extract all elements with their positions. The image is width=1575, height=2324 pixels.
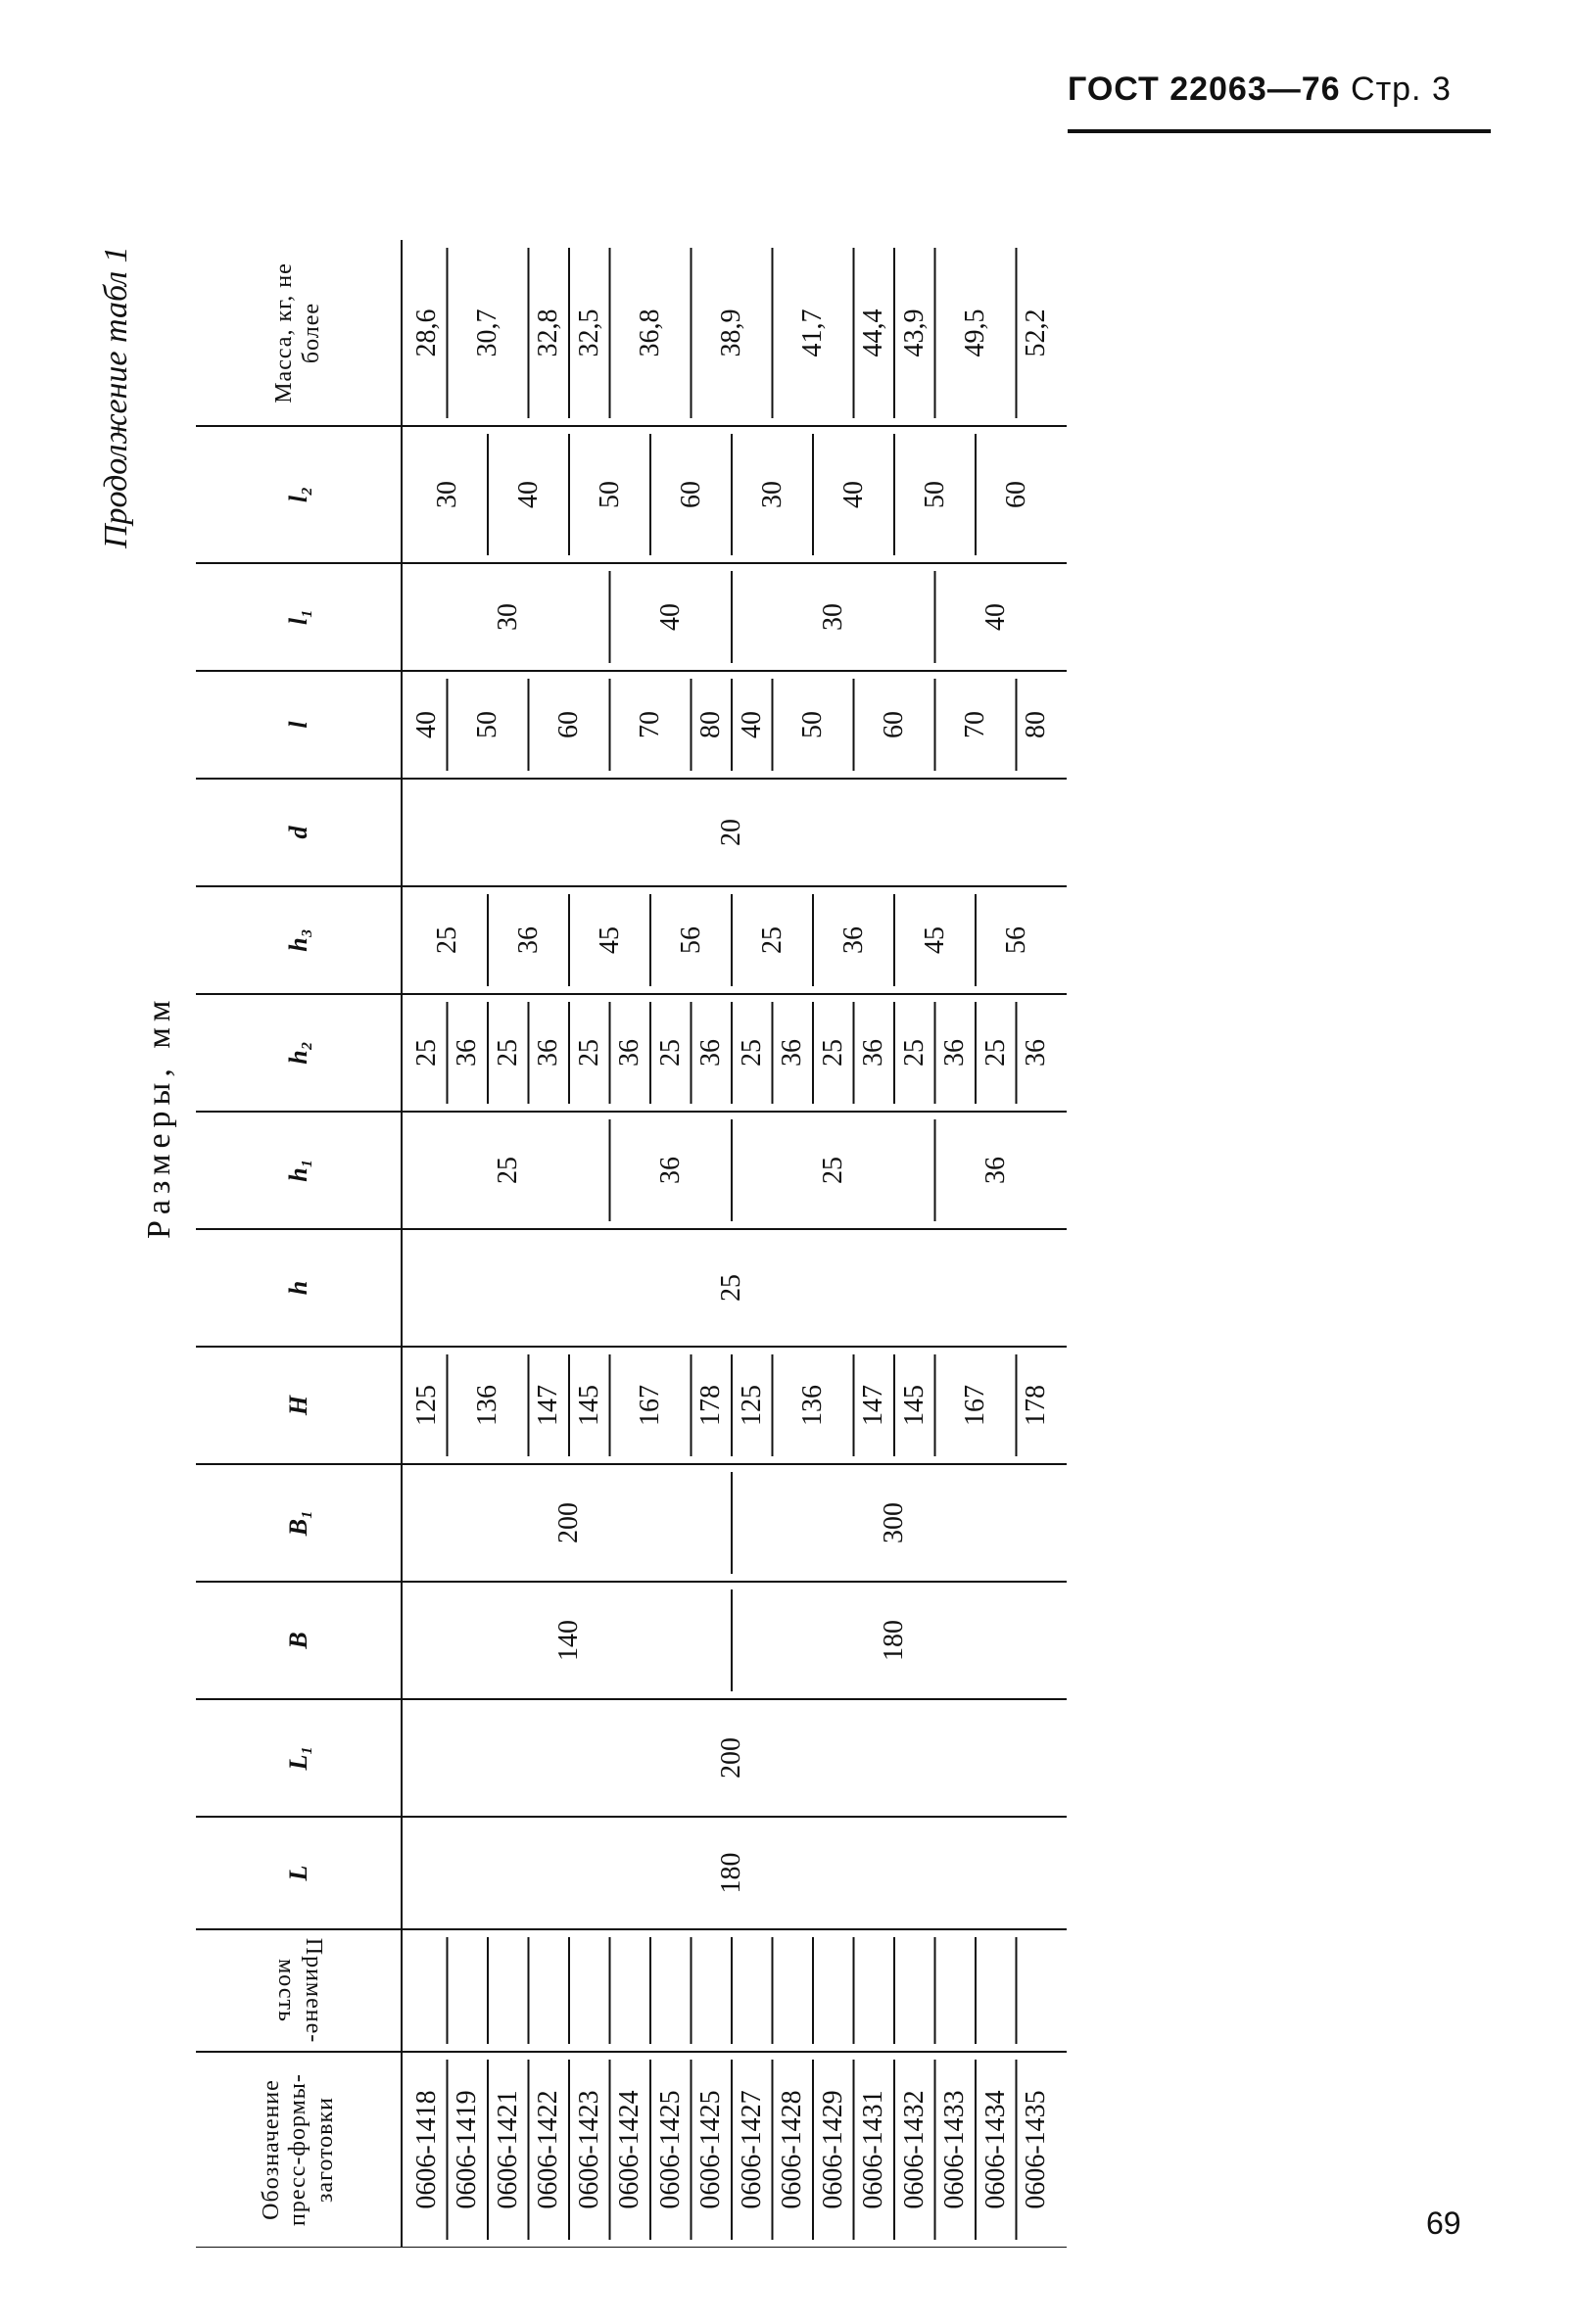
cell-mass: 30,7: [472, 308, 502, 357]
cell-l: 60: [553, 711, 584, 738]
cell-designation: 0606-1429: [817, 2090, 848, 2209]
cell-h1: 25: [817, 1157, 848, 1184]
cell-h3: 36: [837, 926, 869, 954]
cell-h2: 36: [614, 1039, 645, 1067]
cell-h2: 25: [410, 1039, 442, 1067]
cell-designation: 0606-1432: [898, 2090, 930, 2209]
col-header-d: d: [284, 826, 313, 839]
cell-l2: 60: [675, 481, 706, 508]
cell-usage: [610, 1929, 651, 2052]
cell-h: 167: [635, 1385, 665, 1426]
cell-designation: 0606-1435: [1021, 2090, 1052, 2209]
cell-h2: 25: [654, 1039, 686, 1067]
cell-h1: 25: [492, 1157, 523, 1184]
cell-l: 40: [736, 711, 767, 738]
dimensions-caption: Размеры, мм: [141, 994, 177, 1239]
cell-h: 147: [533, 1385, 564, 1426]
col-header-h1: h₁: [284, 1159, 313, 1182]
cell-l: 70: [960, 711, 990, 738]
cell-h1: 36: [654, 1157, 686, 1184]
cell-l2: 50: [594, 481, 625, 508]
cell-h: 167: [960, 1385, 990, 1426]
cell-l: 50: [472, 711, 502, 738]
cell-h: 178: [695, 1385, 727, 1426]
cell-usage: [448, 1929, 489, 2052]
cell-designation: 0606-1418: [410, 2090, 442, 2209]
cell-h3: 56: [1000, 926, 1031, 954]
cell-h2: 25: [898, 1039, 930, 1067]
cell-designation: 0606-1433: [939, 2090, 971, 2209]
cell-h1: 36: [979, 1157, 1011, 1184]
col-header-l: L: [284, 1865, 313, 1881]
cell-h: 25: [716, 1274, 746, 1302]
cell-h2: 36: [695, 1039, 727, 1067]
cell-h: 136: [797, 1385, 828, 1426]
cell-mass: 36,8: [635, 308, 665, 357]
cell-l: 50: [797, 711, 828, 738]
cell-usage: [935, 1929, 977, 2052]
cell-designation: 0606-1425: [695, 2090, 727, 2209]
cell-designation: 0606-1424: [614, 2090, 645, 2209]
cell-l: 80: [1021, 711, 1052, 738]
cell-h2: 25: [573, 1039, 604, 1067]
cell-usage: [529, 1929, 570, 2052]
cell-mass: 49,5: [960, 308, 990, 357]
cell-l1: 40: [654, 603, 686, 631]
cell-h2: 36: [858, 1039, 889, 1067]
cell-h: 145: [898, 1385, 930, 1426]
col-header-h: H: [284, 1395, 313, 1416]
cell-b: 180: [879, 1620, 909, 1661]
cell-b: 140: [553, 1620, 584, 1661]
cell-h: 136: [472, 1385, 502, 1426]
header-rule: [1068, 129, 1491, 133]
cell-h3: 25: [756, 926, 788, 954]
cell-designation: 0606-1425: [654, 2090, 686, 2209]
col-header-h2: h₂: [284, 1041, 313, 1065]
rotated-table-region: [98, 181, 1489, 2248]
cell-usage: [692, 1929, 733, 2052]
cell-usage: [488, 1929, 529, 2052]
cell-usage: [854, 1929, 895, 2052]
col-header-designation: Обозначение пресс-формы-заготовки: [258, 2073, 338, 2226]
cell-b1: 300: [879, 1502, 909, 1543]
cell-l2: 40: [512, 481, 544, 508]
cell-h2: 25: [736, 1039, 767, 1067]
col-header-l2: l₂: [284, 486, 313, 503]
cell-h3: 45: [919, 926, 950, 954]
cell-h2: 36: [939, 1039, 971, 1067]
cell-l2: 30: [756, 481, 788, 508]
cell-l2: 50: [919, 481, 950, 508]
cell-l2: 40: [837, 481, 869, 508]
col-header-h: h: [284, 1280, 313, 1296]
cell-mass: 43,9: [898, 308, 930, 357]
cell-h3: 45: [594, 926, 625, 954]
cell-mass: 28,6: [410, 308, 442, 357]
cell-h2: 36: [452, 1039, 483, 1067]
cell-h3: 56: [675, 926, 706, 954]
cell-usage: [773, 1929, 814, 2052]
col-header-l: l: [284, 721, 313, 729]
cell-mass: 52,2: [1021, 308, 1052, 357]
cell-l1: 30: [817, 603, 848, 631]
cell-l1: 200: [716, 1737, 746, 1779]
cell-l1: 30: [492, 603, 523, 631]
cell-h2: 25: [492, 1039, 523, 1067]
cell-designation: 0606-1419: [452, 2090, 483, 2209]
cell-h3: 36: [512, 926, 544, 954]
cell-designation: 0606-1427: [736, 2090, 767, 2209]
cell-l2: 60: [1000, 481, 1031, 508]
cell-h2: 36: [777, 1039, 808, 1067]
table-continuation-caption: Продолжение табл 1: [98, 246, 134, 548]
cell-usage: [569, 1929, 610, 2052]
cell-l: 80: [695, 711, 727, 738]
cell-h: 147: [858, 1385, 889, 1426]
cell-usage: [1017, 1929, 1058, 2052]
cell-h: 145: [573, 1385, 604, 1426]
cell-h2: 25: [817, 1039, 848, 1067]
col-header-b: B: [284, 1632, 313, 1649]
cell-l1: 40: [979, 603, 1011, 631]
cell-usage: [813, 1929, 854, 2052]
page-label: Стр. 3: [1351, 71, 1452, 108]
cell-l2: 30: [431, 481, 462, 508]
page-header: [1068, 71, 1452, 109]
cell-usage: [406, 1929, 448, 2052]
col-header-l1: l₁: [284, 608, 313, 626]
cell-designation: 0606-1423: [573, 2090, 604, 2209]
cell-mass: 38,9: [716, 308, 746, 357]
cell-l: 40: [410, 711, 442, 738]
cell-d: 20: [716, 819, 746, 846]
col-header-h3: h₃: [284, 928, 313, 952]
cell-designation: 0606-1428: [777, 2090, 808, 2209]
cell-l: 180: [716, 1852, 746, 1894]
cell-designation: 0606-1422: [533, 2090, 564, 2209]
cell-designation: 0606-1431: [858, 2090, 889, 2209]
col-header-b1: B₁: [284, 1509, 313, 1537]
col-header-mass: Масса, кг, не более: [271, 262, 324, 403]
cell-usage: [976, 1929, 1017, 2052]
cell-h2: 36: [1021, 1039, 1052, 1067]
cell-h: 125: [410, 1385, 442, 1426]
cell-mass: 32,5: [573, 308, 604, 357]
col-header-l1: L₁: [284, 1745, 313, 1771]
cell-mass: 41,7: [797, 308, 828, 357]
cell-usage: [732, 1929, 773, 2052]
page-number: 69: [1426, 2205, 1461, 2241]
cell-h: 178: [1021, 1385, 1052, 1426]
cell-h2: 25: [979, 1039, 1011, 1067]
cell-l: 60: [879, 711, 909, 738]
cell-h3: 25: [431, 926, 462, 954]
cell-usage: [894, 1929, 935, 2052]
cell-h2: 36: [533, 1039, 564, 1067]
cell-designation: 0606-1434: [979, 2090, 1011, 2209]
cell-mass: 32,8: [533, 308, 564, 357]
standard-number: ГОСТ 22063—76: [1068, 71, 1341, 108]
cell-l: 70: [635, 711, 665, 738]
cell-h: 125: [736, 1385, 767, 1426]
cell-designation: 0606-1421: [492, 2090, 523, 2209]
col-header-usage: Примене-мость: [273, 1937, 326, 2044]
cell-usage: [650, 1929, 692, 2052]
cell-b1: 200: [553, 1502, 584, 1543]
cell-mass: 44,4: [858, 308, 889, 357]
